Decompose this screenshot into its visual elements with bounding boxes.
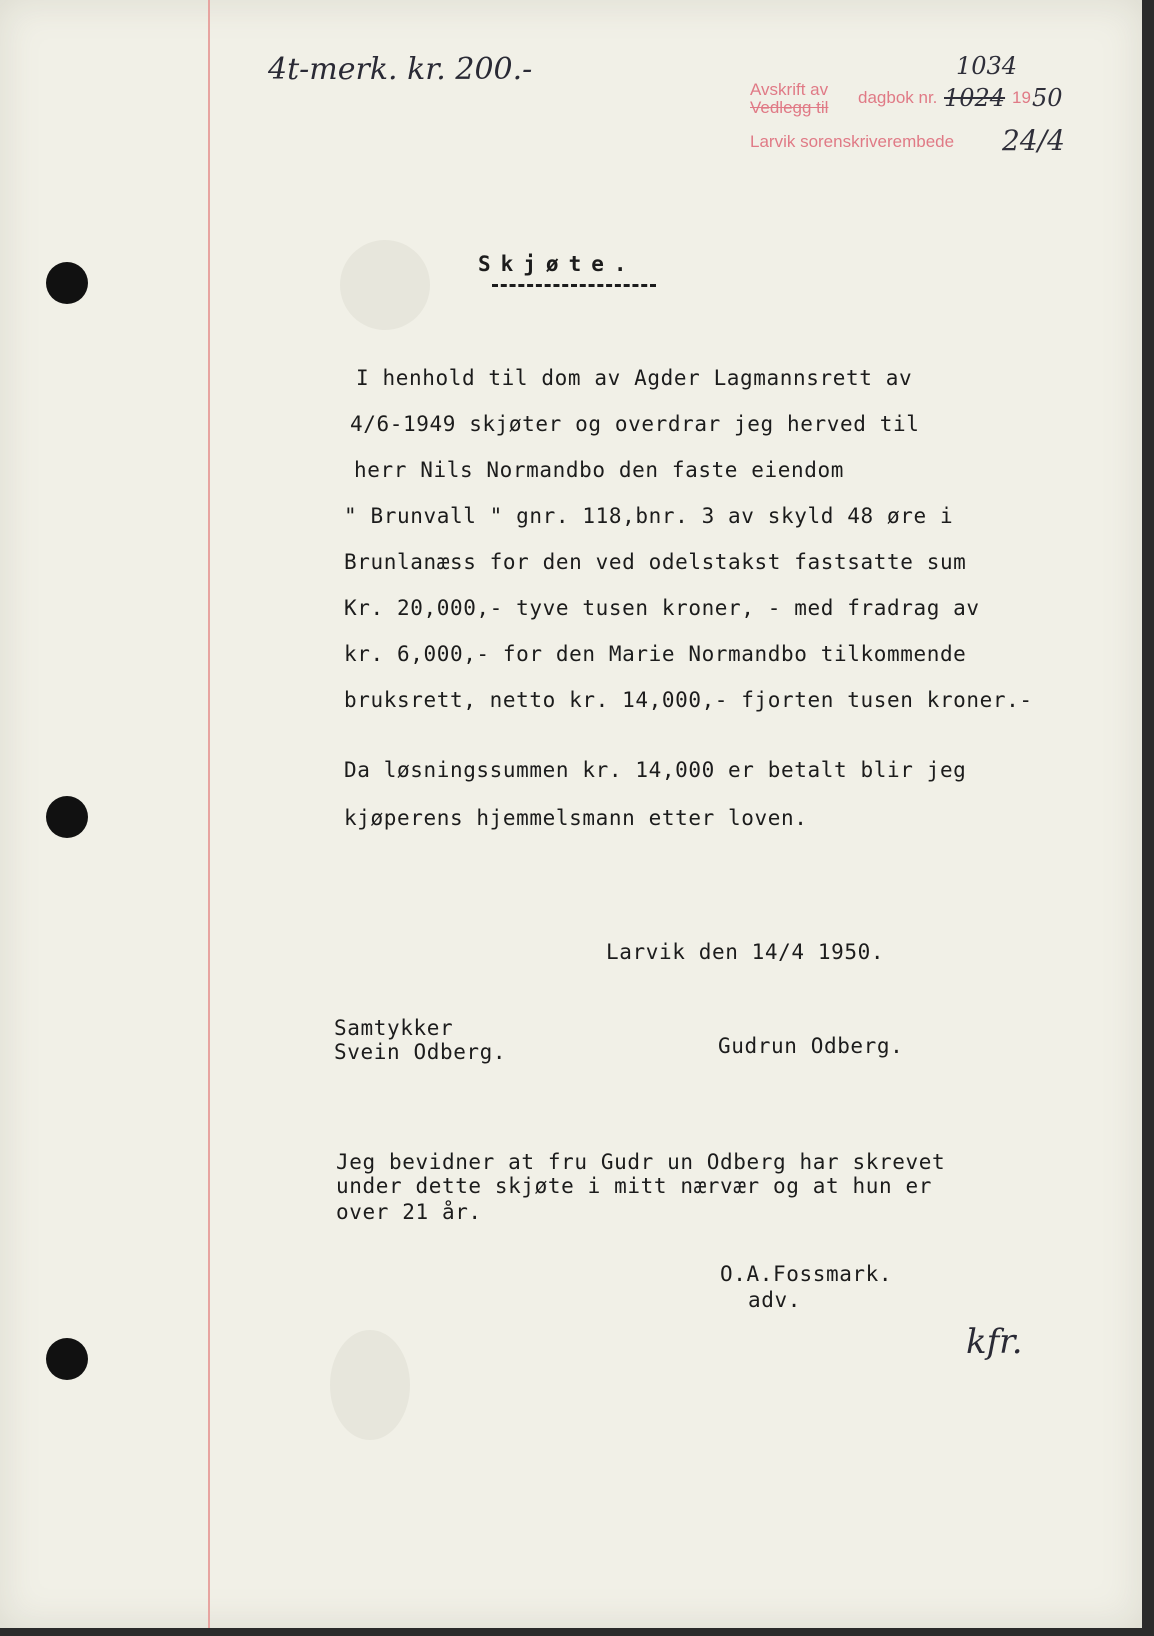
punch-hole (46, 796, 88, 838)
witness-line: Jeg bevidner at fru Gudr un Odberg har skrevet (336, 1150, 946, 1174)
body-line: " Brunvall " gnr. 118,bnr. 3 av skyld 48 øre i (344, 504, 954, 528)
margin-note: 4t-merk. kr. 200.- (268, 52, 533, 87)
consent-name: Svein Odberg. (334, 1040, 507, 1064)
body-line: kr. 6,000,- for den Marie Normandbo tilkommende (344, 642, 967, 666)
stamp-date: 24/4 (1002, 124, 1065, 157)
stamp-year-suffix: 50 (1032, 84, 1063, 112)
punch-hole (46, 262, 88, 304)
consent-label: Samtykker (334, 1016, 454, 1040)
paper-stain (330, 1330, 410, 1440)
paper-stain (340, 240, 430, 330)
stamp-line1: Avskrift av (750, 80, 829, 99)
witness-name: O.A.Fossmark. (720, 1262, 893, 1286)
body-line: Kr. 20,000,- tyve tusen kroner, - med fradrag av (344, 596, 980, 620)
stamp-dagbok-label: dagbok nr. (858, 88, 938, 107)
witness-line: over 21 år. (336, 1200, 482, 1224)
margin-rule (208, 0, 210, 1628)
stamp-office: Larvik sorenskriverembede (750, 132, 955, 151)
title-underline (492, 284, 656, 287)
seller-name: Gudrun Odberg. (718, 1034, 904, 1058)
stamp-new-number: 1034 (956, 52, 1018, 80)
body-line: Brunlanæss for den ved odelstakst fastsatte sum (344, 550, 967, 574)
witness-title: adv. (748, 1288, 801, 1312)
body-line: Da løsningssummen kr. 14,000 er betalt blir jeg (344, 758, 967, 782)
place-date: Larvik den 14/4 1950. (606, 940, 885, 964)
stamp-old-number: 1024 (944, 84, 1006, 112)
punch-hole (46, 1338, 88, 1380)
handwritten-initials: kfr. (966, 1322, 1023, 1362)
stamp-year-prefix: 19 (1012, 88, 1031, 107)
body-line: kjøperens hjemmelsmann etter loven. (344, 806, 808, 830)
body-line: I henhold til dom av Agder Lagmannsrett av (356, 366, 913, 390)
witness-line: under dette skjøte i mitt nærvær og at hun er (336, 1174, 932, 1198)
body-line: bruksrett, netto kr. 14,000,- fjorten tusen kroner.- (344, 688, 1033, 712)
stamp-line2: Vedlegg til (750, 98, 829, 117)
body-line: 4/6-1949 skjøter og overdrar jeg herved til (350, 412, 920, 436)
body-line: herr Nils Normandbo den faste eiendom (354, 458, 844, 482)
document-title: Skjøte. (478, 252, 637, 276)
